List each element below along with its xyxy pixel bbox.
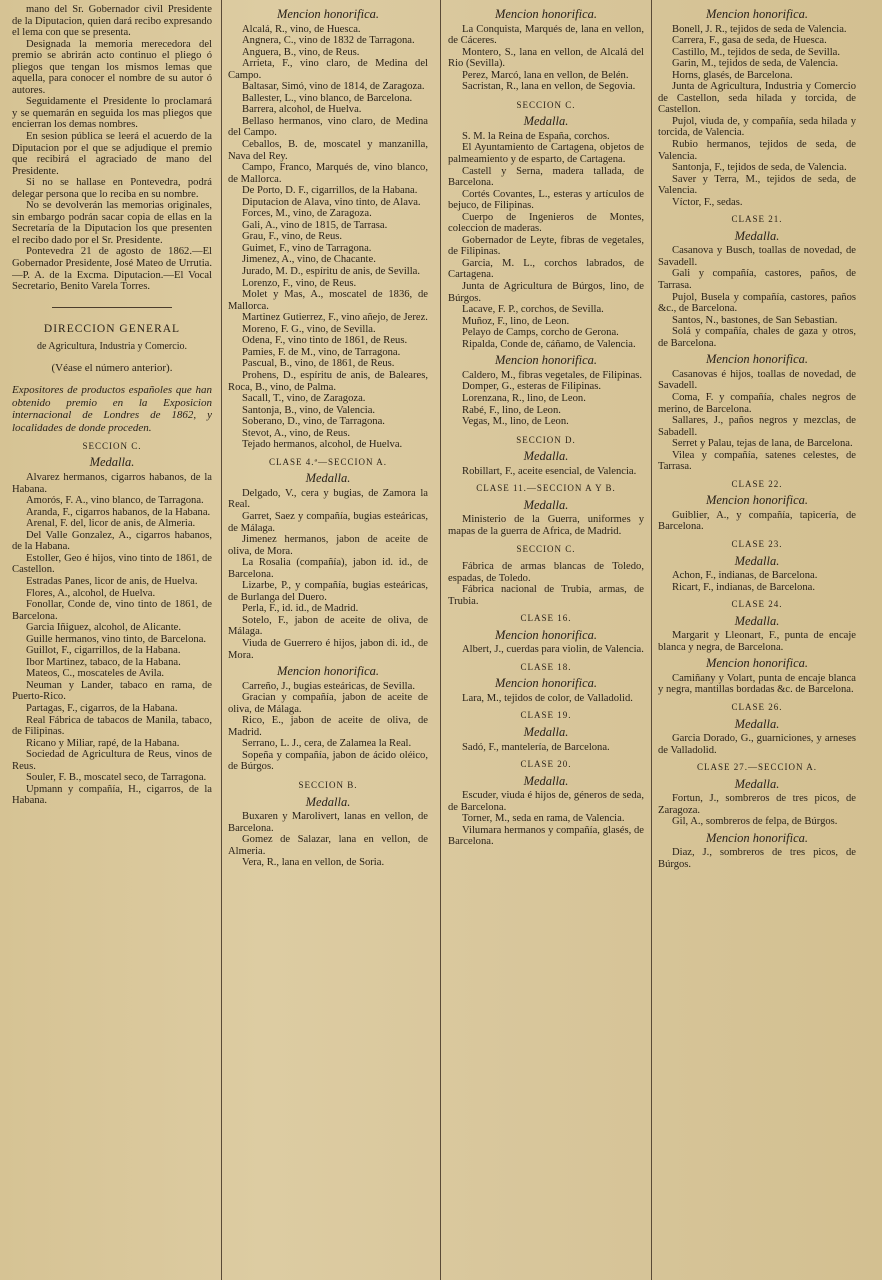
reference-note: (Véase el número anterior). xyxy=(51,361,173,374)
exhibitor-entry: Angnera, C., vino de 1832 de Tarragona. xyxy=(242,35,415,47)
exhibitor-entry: Coma, F. y compañía, chales negros de merino, de Barcelona. xyxy=(658,391,856,415)
award-heading: Mencion honorifica. xyxy=(705,656,809,671)
exhibitor-entry: Bellaso hermanos, vino claro, de Medina del Campo. xyxy=(228,115,428,139)
award-heading: Medalla. xyxy=(305,794,351,809)
exhibitor-entry: Lizarbe, P., y compañía, bugias esteáricas, de Burlanga del Duero. xyxy=(228,580,428,603)
exhibitor-entry: Garret, Saez y compañía, bugias esteáricas, de Málaga. xyxy=(228,510,428,534)
exhibitor-entry: Alvarez hermanos, cigarros habanos, de la Habana. xyxy=(12,472,212,495)
exhibitor-entry: Ripalda, Conde de, cáñamo, de Valencia. xyxy=(462,338,636,350)
exhibitor-entry: Carreño, J., bugias esteáricas, de Sevilla. xyxy=(242,680,415,692)
column-rule xyxy=(440,0,441,1280)
exhibitor-entry: Alcalá, R., vino, de Huesca. xyxy=(242,23,361,35)
exhibitor-entry: Fábrica nacional de Trubia, armas, de Trubia. xyxy=(448,584,644,607)
exhibitor-entry: Arrieta, F., vino claro, de Medina del Campo. xyxy=(228,58,428,81)
exhibitor-entry: Sacall, T., vino, de Zaragoza. xyxy=(242,393,366,405)
exhibitor-entry: De Porto, D. F., cigarrillos, de la Habana. xyxy=(242,185,418,197)
exhibitor-entry: Souler, F. B., moscatel seco, de Tarragona. xyxy=(26,772,207,784)
exhibitor-entry: Diaz, J., sombreros de tres picos, de Búrgos. xyxy=(658,847,856,870)
award-heading: Medalla. xyxy=(734,553,780,568)
exhibitor-entry: Forces, M., vino, de Zaragoza. xyxy=(242,208,372,220)
exhibitor-entry: Barrera, alcohol, de Huelva. xyxy=(242,104,362,116)
exhibitor-entry: Perez, Marcó, lana en vellon, de Belén. xyxy=(462,69,629,81)
exhibitor-entry: Carrera, F., gasa de seda, de Huesca. xyxy=(672,35,827,47)
award-heading: Medalla. xyxy=(523,497,569,512)
exhibitor-entry: Sopeña y compañía, jabon de ácido oléico, de Búrgos. xyxy=(228,749,428,773)
exhibitor-entry: Fortun, J., sombreros de tres picos, de Zaragoza. xyxy=(658,793,856,816)
exhibitor-entry: Lara, M., tejidos de color, de Valladolid. xyxy=(462,692,633,704)
exhibitor-entry: Ricart, F., indianas, de Barcelona. xyxy=(672,581,816,593)
exhibitor-entry: Caldero, M., fibras vegetales, de Filipinas. xyxy=(462,369,643,381)
exhibitor-entry: Guille hermanos, vino tinto, de Barcelona. xyxy=(26,633,207,645)
exhibitor-entry: Upmann y compañía, H., cigarros, de la Habana. xyxy=(12,783,212,807)
exhibitor-entry: Castillo, M., tejidos de seda, de Sevilla. xyxy=(672,46,841,58)
exhibitor-entry: La Conquista, Marqués de, lana en vellon, de Cáceres. xyxy=(448,23,644,47)
exhibitor-entry: Fonollar, Conde de, vino tinto de 1861, de Barcelona. xyxy=(12,599,212,622)
exhibitor-entry: Jurado, M. D., espíritu de anis, de Sevilla. xyxy=(242,266,421,278)
exhibitor-entry: Gil, A., sombreros de felpa, de Búrgos. xyxy=(672,816,838,828)
award-heading: Medalla. xyxy=(523,773,569,788)
class-heading: CLASE 27.—SECCION A. xyxy=(696,762,817,773)
exhibitor-entry: Pelayo de Camps, corcho de Gerona. xyxy=(462,327,619,339)
column-2 xyxy=(228,4,428,1276)
exhibitor-entry: Buxaren y Marolivert, lanas en vellon, de Barcelona. xyxy=(228,811,428,834)
exhibitor-entry: Lacave, F. P., corchos, de Sevilla. xyxy=(462,304,604,316)
exhibitor-entry: Achon, F., indianas, de Barcelona. xyxy=(672,570,818,582)
exhibitor-entry: Garcia Iñiguez, alcohol, de Alicante. xyxy=(26,622,182,634)
exhibitor-entry: Vera, R., lana en vellon, de Soria. xyxy=(242,857,385,869)
award-heading: Mencion honorifica. xyxy=(705,830,809,845)
exhibitor-entry: Molet y Mas, A., moscatel de 1836, de Mallorca. xyxy=(228,289,428,312)
exhibitor-entry: Albert, J., cuerdas para violin, de Valencia. xyxy=(462,644,644,656)
exhibitor-entry: Lorenzo, F., vino, de Reus. xyxy=(242,277,357,289)
section-heading: SECCION C. xyxy=(516,544,576,555)
exhibitor-entry: S. M. la Reina de España, corchos. xyxy=(462,130,610,142)
award-heading: Medalla. xyxy=(734,776,780,791)
exhibitor-entry: Sotelo, F., jabon de aceite de oliva, de Málaga. xyxy=(228,614,428,638)
exhibitor-entry: Gali y compañía, castores, paños, de Tarrasa. xyxy=(658,268,856,292)
exhibitor-entry: Grau, F., vino, de Reus. xyxy=(242,231,343,243)
paragraph: Designada la memoria merecedora del premio se abrirán acto continuo el pliego ó pliegos que tengan los mismos lemas que aquella, para conocer el nombre de su autor ó autores. xyxy=(12,38,212,96)
exhibitor-entry: Estoller, Geo é hijos, vino tinto de 1861, de Castellon. xyxy=(12,552,212,576)
section-heading: SECCION C. xyxy=(516,99,576,110)
exhibitor-entry: Lorenzana, R., lino, de Leon. xyxy=(462,392,586,404)
section-heading: SECCION D. xyxy=(516,434,576,445)
exhibitor-entry: Perla, F., id. id., de Madrid. xyxy=(242,603,359,615)
exhibitor-entry: Anguera, B., vino, de Reus. xyxy=(242,46,360,58)
exhibitor-entry: Pascual, B., vino, de 1861, de Reus. xyxy=(242,358,395,370)
award-heading: Mencion honorifica. xyxy=(494,7,598,21)
exhibitor-entry: Guimet, F., vino de Tarragona. xyxy=(242,242,372,254)
exhibitor-entry: Real Fábrica de tabacos de Manila, tabaco, de Filipinas. xyxy=(12,714,212,738)
exhibitor-entry: Gomez de Salazar, lana en vellon, de Almeria. xyxy=(228,834,428,857)
award-heading: Medalla. xyxy=(523,449,569,464)
award-heading: Medalla. xyxy=(305,471,351,486)
award-heading: Mencion honorifica. xyxy=(276,664,380,679)
award-heading: Mencion honorifica. xyxy=(705,352,809,367)
exhibitor-entry: Gali, A., vino de 1815, de Tarrasa. xyxy=(242,219,388,231)
exhibitor-entry: Castell y Serna, madera tallada, de Barcelona. xyxy=(448,165,644,189)
exhibitor-entry: Ricano y Miliar, rapé, de la Habana. xyxy=(26,737,180,749)
exhibitor-entry: Rico, E., jabon de aceite de oliva, de Madrid. xyxy=(228,715,428,738)
exhibitor-entry: Baltasar, Simó, vino de 1814, de Zaragoza. xyxy=(242,81,425,93)
class-heading: CLASE 19. xyxy=(520,710,572,721)
award-heading: Medalla. xyxy=(523,114,569,129)
exhibitor-entry: Stevot, A., vino, de Reus. xyxy=(242,427,350,439)
exhibitor-entry: Jimenez, A., vino, de Chacante. xyxy=(242,254,376,266)
exhibitor-entry: Pamies, F. de M., vino, de Tarragona. xyxy=(242,346,401,358)
column-3 xyxy=(448,4,644,1276)
column-4 xyxy=(658,4,856,1276)
exhibitor-entry: Horns, glasés, de Barcelona. xyxy=(672,69,793,81)
exhibitor-entry: Vilumara hermanos y compañía, glasés, de Barcelona. xyxy=(448,824,644,848)
exhibitor-entry: Flores, A., alcohol, de Huelva. xyxy=(26,587,156,599)
exhibitor-entry: Junta de Agricultura de Búrgos, lino, de Búrgos. xyxy=(448,281,644,304)
exhibitor-entry: Junta de Agricultura, Industria y Comercio de Castellon, seda hilada y torcida, de Castellon. xyxy=(658,81,856,116)
exhibitor-entry: Gracian y compañía, jabon de aceite de oliva, de Málaga. xyxy=(228,692,428,715)
exhibitor-entry: Partagas, F., cigarros, de la Habana. xyxy=(26,702,178,714)
exhibitor-entry: Pujol, viuda de, y compañía, seda hilada y torcida, de Valencia. xyxy=(658,115,856,139)
exhibitor-entry: Santonja, F., tejidos de seda, de Valencia. xyxy=(672,162,847,174)
exhibitor-entry: Garcia, M. L., corchos labrados, de Cartagena. xyxy=(448,257,644,281)
exhibitor-entry: Estradas Panes, licor de anis, de Huelva. xyxy=(26,575,198,587)
exhibitor-entry: Delgado, V., cera y bugias, de Zamora la Real. xyxy=(228,487,428,511)
directorate-heading: DIRECCION GENERAL xyxy=(43,322,181,335)
exhibitor-entry: Camiñany y Volart, punta de encaje blanca y negra, mantillas bordadas &c. de Barcelona. xyxy=(658,672,856,696)
exhibitor-entry: Martinez Gutierrez, F., vino añejo, de Jerez. xyxy=(242,312,428,324)
exhibitor-entry: Jimenez hermanos, jabon de aceite de oliva, de Mora. xyxy=(228,534,428,557)
column-1 xyxy=(12,4,212,1276)
exhibitor-entry: Del Valle Gonzalez, A., cigarros habanos, de la Habana. xyxy=(12,529,212,553)
exhibitor-entry: Serrano, L. J., cera, de Zalamea la Real. xyxy=(242,738,412,750)
exhibitor-entry: Casanova y Busch, toallas de novedad, de Savadell. xyxy=(658,245,856,268)
exhibitor-entry: Garin, M., tejidos de seda, de Valencia. xyxy=(672,58,839,70)
exhibitor-entry: Tejado hermanos, alcohol, de Huelva. xyxy=(242,439,403,451)
section-divider xyxy=(52,307,172,308)
exhibitor-entry: Amorós, F. A., vino blanco, de Tarragona. xyxy=(26,495,204,507)
exhibitor-entry: El Ayuntamiento de Cartagena, objetos de palmeamiento y de esparto, de Cartagena. xyxy=(448,142,644,166)
class-heading: CLASE 21. xyxy=(731,214,783,225)
exhibitor-entry: Sociedad de Agricultura de Reus, vinos de Reus. xyxy=(12,749,212,772)
class-heading: CLASE 20. xyxy=(520,759,572,770)
class-heading: CLASE 26. xyxy=(731,701,783,712)
exhibitor-entry: Víctor, F., sedas. xyxy=(672,196,743,208)
exhibitor-entry: Casanovas é hijos, toallas de novedad, de Savadell. xyxy=(658,368,856,392)
class-heading: CLASE 11.—SECCION A Y B. xyxy=(476,483,616,494)
exhibitor-entry: Aranda, F., cigarros habanos, de la Habana. xyxy=(26,506,211,518)
paragraph: Seguidamente el Presidente lo proclamará y se quemarán en seguida los mas pliegos que encierran los demas nombres. xyxy=(12,96,212,131)
exhibitor-entry: Neuman y Lander, tabaco en rama, de Puerto-Rico. xyxy=(12,679,212,703)
exhibitor-entry: Montero, S., lana en vellon, de Alcalá del Rio (Sevilla). xyxy=(448,46,644,70)
exhibitor-entry: Diputacion de Alava, vino tinto, de Alava. xyxy=(242,196,421,208)
award-heading: Mencion honorifica. xyxy=(494,353,598,368)
class-heading: CLASE 4.ª—SECCION A. xyxy=(269,456,387,467)
award-heading: Mencion honorifica. xyxy=(705,7,809,21)
award-heading: Medalla. xyxy=(734,228,780,243)
exhibitor-entry: Moreno, F. G., vino, de Sevilla. xyxy=(242,323,376,335)
exhibitor-entry: Ceballos, B. de, moscatel y manzanilla, Nava del Rey. xyxy=(228,139,428,162)
directorate-subheading: de Agricultura, Industria y Comercio. xyxy=(37,341,187,353)
exhibitor-entry: Vilea y compañía, satenes celestes, de Tarrasa. xyxy=(658,449,856,473)
exhibitor-entry: Bonell, J. R., tejidos de seda de Valencia. xyxy=(672,23,847,35)
exhibitor-entry: Prohens, D., espíritu de anis, de Baleares, Roca, B., vino, de Palma. xyxy=(228,369,428,393)
award-heading: Medalla. xyxy=(89,455,135,470)
exhibitor-entry: Sacristan, R., lana en vellon, de Segovia. xyxy=(462,81,636,93)
column-rule xyxy=(651,0,652,1280)
exhibitor-entry: Odena, F., vino tinto de 1861, de Reus. xyxy=(242,335,408,347)
exhibitor-entry: Torner, M., seda en rama, de Valencia. xyxy=(462,813,625,825)
exhibitor-entry: Mateos, C., moscateles de Avila. xyxy=(26,668,165,680)
paragraph: mano del Sr. Gobernador civil Presidente de la Diputacion, quien dará recibo expresando el lema con que se presenta. xyxy=(12,4,212,39)
exhibitor-entry: Cuerpo de Ingenieros de Montes, coleccion de maderas. xyxy=(448,211,644,235)
exhibitor-entry: Campo, Franco, Marqués de, vino blanco, de Mallorca. xyxy=(228,162,428,185)
exhibitor-entry: Vegas, M., lino, de Leon. xyxy=(462,416,569,428)
exhibitor-entry: Garcia Dorado, G., guarniciones, y arneses de Valladolid. xyxy=(658,733,856,756)
exhibitor-entry: Guillot, F., cigarrillos, de la Habana. xyxy=(26,645,181,657)
exhibitor-entry: Gobernador de Leyte, fibras de vegetales, de Filipinas. xyxy=(448,234,644,258)
award-heading: Medalla. xyxy=(523,724,569,739)
exhibitor-entry: Serret y Palau, tejas de lana, de Barcelona. xyxy=(672,438,853,450)
paragraph: En sesion pública se leerá el acuerdo de la Diputacion por el que se adjudique el premio que recibirá el agraciado de mano del Presidente. xyxy=(12,131,212,177)
exhibitor-entry: Ministerio de la Guerra, uniformes y mapas de la guerra de Africa, de Madrid. xyxy=(448,514,644,537)
exhibitor-entry: Viuda de Guerrero é hijos, jabon di. id., de Mora. xyxy=(228,637,428,661)
section-heading: SECCION B. xyxy=(298,780,358,790)
section-heading: SECCION C. xyxy=(82,440,142,451)
exhibitor-entry: Pujol, Busela y compañía, castores, paños &c., de Barcelona. xyxy=(658,291,856,315)
class-heading: CLASE 22. xyxy=(731,478,783,489)
class-heading: CLASE 24. xyxy=(731,599,783,610)
award-heading: Medalla. xyxy=(734,613,780,628)
award-heading: Mencion honorifica. xyxy=(276,7,380,21)
exhibitor-entry: Fábrica de armas blancas de Toledo, espadas, de Toledo. xyxy=(448,560,644,584)
paragraph: Si no se hallase en Pontevedra, podrá delegar persona que lo reciba en su nombre. xyxy=(12,177,212,200)
exhibitor-entry: Ibor Martinez, tabaco, de la Habana. xyxy=(26,656,181,668)
column-rule xyxy=(221,0,222,1280)
award-heading: Mencion honorifica. xyxy=(494,676,598,691)
exhibitor-entry: Rubio hermanos, tejidos de seda, de Valencia. xyxy=(658,139,856,162)
paragraph: Pontevedra 21 de agosto de 1862.—El Gobernador Presidente, José Mateo de Urrutia.—P. A. de la Excma. Diputacion.—El Vocal Secretario, Benito Varela Torres. xyxy=(12,246,212,293)
class-heading: CLASE 23. xyxy=(731,538,783,549)
exhibitor-entry: Sadó, F., mantelería, de Barcelona. xyxy=(462,741,610,753)
exhibitor-entry: Soberano, D., vino, de Tarragona. xyxy=(242,416,385,428)
exhibitor-entry: Muñoz, F., lino, de Leon. xyxy=(462,315,570,327)
exhibitor-entry: Santos, N., bastones, de San Sebastian. xyxy=(672,314,838,326)
exhibitor-entry: Sallares, J., paños negros y mezclas, de Sabadell. xyxy=(658,415,856,438)
exhibitor-entry: Margarit y Lleonart, F., punta de encaje blanca y negra, de Barcelona. xyxy=(658,630,856,653)
exhibitor-entry: Saver y Terra, M., tejidos de seda, de Valencia. xyxy=(658,173,856,197)
class-heading: CLASE 18. xyxy=(520,661,572,672)
exhibitor-entry: Cortés Covantes, L., esteras y artículos de bejuco, de Filipinas. xyxy=(448,188,644,212)
award-heading: Mencion honorifica. xyxy=(705,493,809,508)
exhibitor-entry: Solá y compañía, chales de gaza y otros, de Barcelona. xyxy=(658,326,856,349)
exhibitor-entry: Arenal, F. del, licor de anis, de Almeria. xyxy=(26,518,196,530)
award-heading: Medalla. xyxy=(734,716,780,731)
exhibitor-entry: Rabé, F., lino, de Leon. xyxy=(462,404,561,416)
exhibitor-entry: Ballester, L., vino blanco, de Barcelona. xyxy=(242,92,413,104)
exhibitor-entry: Escuder, viuda é hijos de, géneros de seda, de Barcelona. xyxy=(448,790,644,813)
list-intro: Expositores de productos españoles que han obtenido premio en la Exposicion internacional de Londres de 1862, y localidades de donde proceden. xyxy=(12,384,212,434)
exhibitor-entry: Robillart, F., aceite esencial, de Valencia. xyxy=(462,465,637,477)
exhibitor-entry: Domper, G., esteras de Filipinas. xyxy=(462,381,602,393)
award-heading: Mencion honorifica. xyxy=(494,627,598,642)
class-heading: CLASE 16. xyxy=(520,613,572,624)
paragraph: No se devolverán las memorias originales, sin embargo podrán sacar copia de ellas en la Secretaría de la Diputacion los que presenten el recibo dado por el Sr. Presidente. xyxy=(12,200,212,246)
exhibitor-entry: Santonja, B., vino, de Valencia. xyxy=(242,404,376,416)
exhibitor-entry: Guiblier, A., y compañía, tapicería, de Barcelona. xyxy=(658,509,856,533)
exhibitor-entry: La Rosalia (compañía), jabon id. id., de Barcelona. xyxy=(228,557,428,580)
